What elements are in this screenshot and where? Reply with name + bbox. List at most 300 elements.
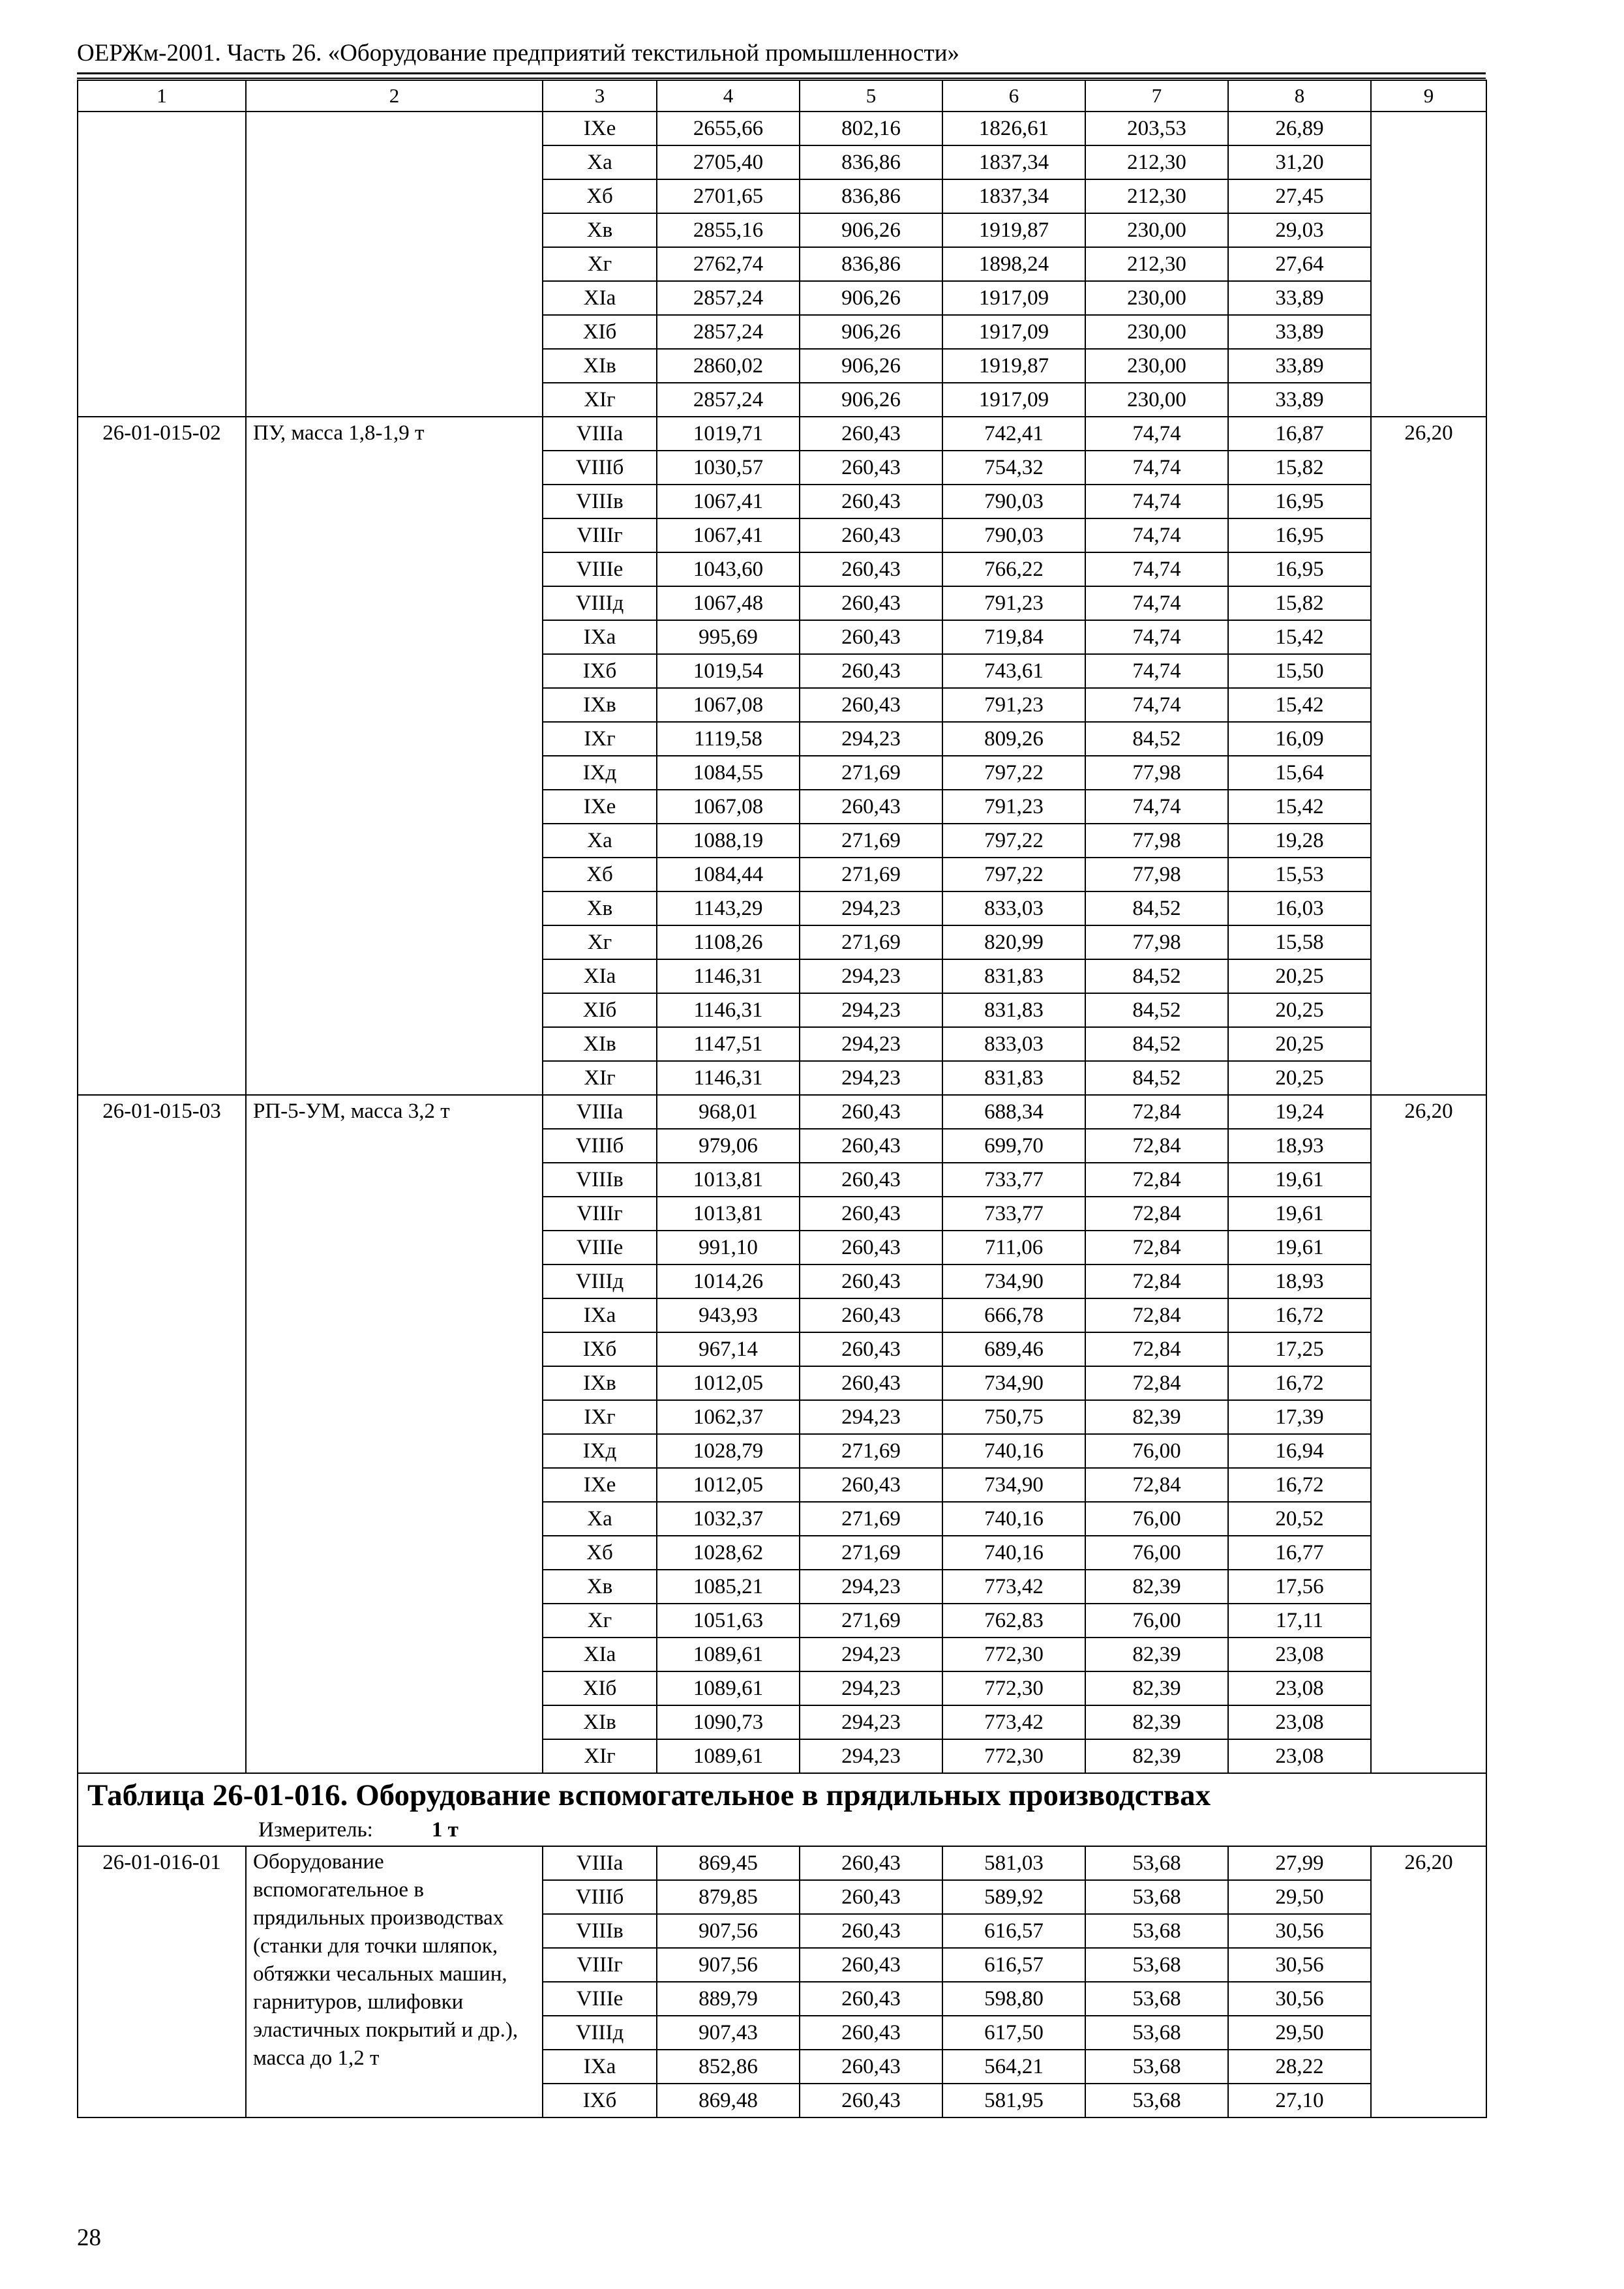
- cell-col-5: 294,23: [800, 1705, 942, 1739]
- cell-col-7: 76,00: [1085, 1604, 1228, 1638]
- cell-col-3: Xб: [543, 1536, 657, 1570]
- cell-col-4: 1146,31: [657, 959, 800, 993]
- cell-col-4: 1028,79: [657, 1434, 800, 1468]
- cell-col-4: 907,56: [657, 1948, 800, 1982]
- cell-col-5: 906,26: [800, 213, 942, 247]
- cell-col-4: 1032,37: [657, 1502, 800, 1536]
- cell-col-8: 27,45: [1228, 179, 1371, 213]
- cell-col-3: VIIIе: [543, 1231, 657, 1264]
- cell-col-3: IXг: [543, 722, 657, 756]
- cell-col-8: 20,25: [1228, 959, 1371, 993]
- cell-col-6: 831,83: [942, 1061, 1085, 1095]
- column-number-2: 2: [246, 80, 543, 112]
- cell-col-4: 1062,37: [657, 1400, 800, 1434]
- cell-col-3: IXе: [543, 1468, 657, 1502]
- cell-col-4: 2857,24: [657, 315, 800, 349]
- cell-col-8: 15,82: [1228, 586, 1371, 620]
- cell-col-5: 260,43: [800, 1163, 942, 1197]
- cell-col-5: 260,43: [800, 586, 942, 620]
- cell-col-4: 2655,66: [657, 112, 800, 145]
- cell-col-6: 689,46: [942, 1332, 1085, 1366]
- cell-col-8: 15,53: [1228, 858, 1371, 891]
- cell-col-4: 869,45: [657, 1846, 800, 1880]
- item-code: 26-01-015-03: [78, 1095, 246, 1773]
- cell-col-6: 797,22: [942, 858, 1085, 891]
- table-row: [78, 1846, 1486, 1880]
- cell-col-4: 995,69: [657, 620, 800, 654]
- cell-col-3: IXд: [543, 1434, 657, 1468]
- cell-col-3: Xв: [543, 1570, 657, 1604]
- cell-col-8: 16,95: [1228, 552, 1371, 586]
- cell-col-7: 72,84: [1085, 1366, 1228, 1400]
- cell-col-7: 72,84: [1085, 1264, 1228, 1298]
- cell-col-5: 260,43: [800, 1948, 942, 1982]
- header-rule-double: [77, 78, 1486, 79]
- cell-col-4: 991,10: [657, 1231, 800, 1264]
- cell-col-8: 19,61: [1228, 1197, 1371, 1231]
- cell-col-8: 17,11: [1228, 1604, 1371, 1638]
- cell-col-3: IXб: [543, 2084, 657, 2117]
- cell-col-8: 16,72: [1228, 1468, 1371, 1502]
- cell-col-8: 30,56: [1228, 1914, 1371, 1948]
- cell-col-6: 616,57: [942, 1948, 1085, 1982]
- column-number-7: 7: [1085, 80, 1228, 112]
- cell-col-3: VIIIв: [543, 1914, 657, 1948]
- cell-col-6: 734,90: [942, 1264, 1085, 1298]
- cell-col-5: 294,23: [800, 1638, 942, 1671]
- cell-col-3: Xб: [543, 858, 657, 891]
- cell-col-7: 77,98: [1085, 824, 1228, 858]
- cell-col-4: 2855,16: [657, 213, 800, 247]
- cell-col-7: 74,74: [1085, 518, 1228, 552]
- item-name: [246, 112, 543, 417]
- cell-col-5: 260,43: [800, 1914, 942, 1948]
- cell-col-5: 260,43: [800, 485, 942, 518]
- cell-col-8: 23,08: [1228, 1671, 1371, 1705]
- cell-col-5: 260,43: [800, 1366, 942, 1400]
- cell-col-4: 1108,26: [657, 925, 800, 959]
- cell-col-5: 271,69: [800, 925, 942, 959]
- cell-col-6: 833,03: [942, 1027, 1085, 1061]
- cell-col-3: XIг: [543, 383, 657, 417]
- cell-col-5: 294,23: [800, 993, 942, 1027]
- cell-col-3: VIIIг: [543, 1948, 657, 1982]
- table-row: [78, 1095, 1486, 1129]
- cell-col-4: 1085,21: [657, 1570, 800, 1604]
- cell-col-8: 33,89: [1228, 315, 1371, 349]
- cell-col-4: 1067,48: [657, 586, 800, 620]
- cell-col-7: 72,84: [1085, 1298, 1228, 1332]
- cell-col-3: VIIIе: [543, 552, 657, 586]
- cell-col-7: 84,52: [1085, 1061, 1228, 1095]
- cell-col-6: 734,90: [942, 1366, 1085, 1400]
- cell-col-7: 72,84: [1085, 1129, 1228, 1163]
- cell-col-5: 294,23: [800, 722, 942, 756]
- cell-col-3: IXа: [543, 2050, 657, 2084]
- cell-col-7: 230,00: [1085, 213, 1228, 247]
- cell-col-7: 82,39: [1085, 1705, 1228, 1739]
- cell-col-5: 260,43: [800, 1880, 942, 1914]
- cell-col-5: 836,86: [800, 145, 942, 179]
- meter-line: [258, 1818, 1482, 1842]
- cell-col-6: 754,32: [942, 451, 1085, 485]
- cell-col-7: 230,00: [1085, 349, 1228, 383]
- cell-col-6: 1837,34: [942, 145, 1085, 179]
- cell-col-3: XIа: [543, 1638, 657, 1671]
- column-number-9: 9: [1371, 80, 1486, 112]
- cell-col-7: 53,68: [1085, 1914, 1228, 1948]
- cell-col-8: 16,72: [1228, 1366, 1371, 1400]
- cell-col-6: 740,16: [942, 1502, 1085, 1536]
- column-number-1: 1: [78, 80, 246, 112]
- cell-col-6: 773,42: [942, 1570, 1085, 1604]
- cell-col-7: 84,52: [1085, 993, 1228, 1027]
- section-title-row: [78, 1773, 1486, 1846]
- cell-col-8: 20,52: [1228, 1502, 1371, 1536]
- cell-col-6: 773,42: [942, 1705, 1085, 1739]
- cell-col-7: 230,00: [1085, 315, 1228, 349]
- item-code: [78, 112, 246, 417]
- cell-col-7: 72,84: [1085, 1095, 1228, 1129]
- cell-col-5: 836,86: [800, 247, 942, 281]
- cell-col-4: 1089,61: [657, 1671, 800, 1705]
- cell-col-8: 31,20: [1228, 145, 1371, 179]
- cell-col-8: 30,56: [1228, 1948, 1371, 1982]
- page-header: ОЕРЖм-2001. Часть 26. «Оборудование предприятий текстильной промышленности»: [77, 40, 959, 67]
- cell-col-6: 699,70: [942, 1129, 1085, 1163]
- table-row: [78, 417, 1486, 451]
- header-rule: [77, 72, 1486, 74]
- cell-col-3: XIг: [543, 1061, 657, 1095]
- cell-col-4: 1067,08: [657, 688, 800, 722]
- cell-col-7: 212,30: [1085, 145, 1228, 179]
- cell-col-3: Xа: [543, 1502, 657, 1536]
- cell-col-3: IXв: [543, 688, 657, 722]
- cell-col-7: 212,30: [1085, 179, 1228, 213]
- cell-col-3: Xв: [543, 891, 657, 925]
- cell-col-3: Xб: [543, 179, 657, 213]
- cell-col-3: XIв: [543, 1027, 657, 1061]
- cell-col-5: 260,43: [800, 2084, 942, 2117]
- cell-col-8: 15,58: [1228, 925, 1371, 959]
- cell-col-3: IXг: [543, 1400, 657, 1434]
- cell-col-8: 15,42: [1228, 790, 1371, 824]
- cell-col-8: 15,42: [1228, 688, 1371, 722]
- cell-col-7: 74,74: [1085, 586, 1228, 620]
- cell-col-8: 23,08: [1228, 1638, 1371, 1671]
- cell-col-6: 750,75: [942, 1400, 1085, 1434]
- cell-col-3: VIIIа: [543, 1095, 657, 1129]
- cell-col-5: 271,69: [800, 1536, 942, 1570]
- cell-col-5: 260,43: [800, 1468, 942, 1502]
- cell-col-8: 17,25: [1228, 1332, 1371, 1366]
- cell-col-4: 1147,51: [657, 1027, 800, 1061]
- cell-col-8: 16,95: [1228, 518, 1371, 552]
- cell-col-3: XIа: [543, 281, 657, 315]
- cell-col-5: 260,43: [800, 1982, 942, 2016]
- cell-col-5: 271,69: [800, 756, 942, 790]
- cell-col-7: 84,52: [1085, 722, 1228, 756]
- cell-col-5: 836,86: [800, 179, 942, 213]
- item-coefficient: [1371, 112, 1486, 417]
- estimate-table: [77, 80, 1487, 2118]
- cell-col-4: 1090,73: [657, 1705, 800, 1739]
- cell-col-8: 26,89: [1228, 112, 1371, 145]
- cell-col-7: 203,53: [1085, 112, 1228, 145]
- cell-col-6: 616,57: [942, 1914, 1085, 1948]
- cell-col-4: 1084,55: [657, 756, 800, 790]
- cell-col-5: 294,23: [800, 1027, 942, 1061]
- cell-col-7: 74,74: [1085, 552, 1228, 586]
- cell-col-7: 84,52: [1085, 891, 1228, 925]
- cell-col-6: 598,80: [942, 1982, 1085, 2016]
- column-number-3: 3: [543, 80, 657, 112]
- cell-col-5: 260,43: [800, 1264, 942, 1298]
- cell-col-7: 74,74: [1085, 790, 1228, 824]
- cell-col-8: 20,25: [1228, 1061, 1371, 1095]
- cell-col-8: 15,42: [1228, 620, 1371, 654]
- cell-col-5: 260,43: [800, 688, 942, 722]
- cell-col-4: 1013,81: [657, 1197, 800, 1231]
- cell-col-6: 809,26: [942, 722, 1085, 756]
- cell-col-8: 18,93: [1228, 1264, 1371, 1298]
- cell-col-5: 294,23: [800, 1400, 942, 1434]
- cell-col-7: 74,74: [1085, 688, 1228, 722]
- cell-col-4: 2857,24: [657, 281, 800, 315]
- cell-col-6: 797,22: [942, 756, 1085, 790]
- cell-col-8: 16,09: [1228, 722, 1371, 756]
- cell-col-4: 2701,65: [657, 179, 800, 213]
- cell-col-6: 831,83: [942, 993, 1085, 1027]
- cell-col-6: 772,30: [942, 1671, 1085, 1705]
- cell-col-8: 16,77: [1228, 1536, 1371, 1570]
- cell-col-8: 19,61: [1228, 1231, 1371, 1264]
- cell-col-8: 19,28: [1228, 824, 1371, 858]
- cell-col-5: 260,43: [800, 1846, 942, 1880]
- cell-col-4: 2762,74: [657, 247, 800, 281]
- cell-col-6: 791,23: [942, 688, 1085, 722]
- cell-col-4: 1067,41: [657, 518, 800, 552]
- cell-col-5: 802,16: [800, 112, 942, 145]
- item-coefficient: 26,20: [1371, 1095, 1486, 1773]
- item-name: Оборудование вспомогательное в прядильных производствах (станки для точки шляпок, обтяжки чесальных машин, гарнитуров, шлифовки эластичных покрытий и др.), масса до 1,2 т: [246, 1846, 543, 2117]
- cell-col-3: XIв: [543, 1705, 657, 1739]
- cell-col-6: 743,61: [942, 654, 1085, 688]
- cell-col-7: 72,84: [1085, 1163, 1228, 1197]
- cell-col-5: 271,69: [800, 1434, 942, 1468]
- cell-col-7: 212,30: [1085, 247, 1228, 281]
- cell-col-6: 688,34: [942, 1095, 1085, 1129]
- column-number-row: [78, 80, 1486, 112]
- cell-col-6: 581,03: [942, 1846, 1085, 1880]
- cell-col-5: 271,69: [800, 824, 942, 858]
- cell-col-7: 72,84: [1085, 1231, 1228, 1264]
- cell-col-8: 17,56: [1228, 1570, 1371, 1604]
- cell-col-7: 77,98: [1085, 756, 1228, 790]
- cell-col-8: 28,22: [1228, 2050, 1371, 2084]
- cell-col-7: 84,52: [1085, 1027, 1228, 1061]
- cell-col-8: 33,89: [1228, 281, 1371, 315]
- cell-col-6: 1898,24: [942, 247, 1085, 281]
- item-name: РП-5-УМ, масса 3,2 т: [246, 1095, 543, 1773]
- cell-col-8: 16,87: [1228, 417, 1371, 451]
- cell-col-6: 734,90: [942, 1468, 1085, 1502]
- cell-col-3: IXе: [543, 112, 657, 145]
- cell-col-3: IXв: [543, 1366, 657, 1400]
- cell-col-6: 820,99: [942, 925, 1085, 959]
- cell-col-8: 23,08: [1228, 1739, 1371, 1773]
- cell-col-8: 18,93: [1228, 1129, 1371, 1163]
- cell-col-5: 260,43: [800, 620, 942, 654]
- cell-col-6: 833,03: [942, 891, 1085, 925]
- cell-col-3: VIIIа: [543, 417, 657, 451]
- cell-col-4: 1067,08: [657, 790, 800, 824]
- cell-col-7: 76,00: [1085, 1536, 1228, 1570]
- cell-col-3: VIIIб: [543, 451, 657, 485]
- cell-col-8: 16,03: [1228, 891, 1371, 925]
- cell-col-6: 791,23: [942, 586, 1085, 620]
- cell-col-6: 1826,61: [942, 112, 1085, 145]
- cell-col-4: 1019,54: [657, 654, 800, 688]
- cell-col-4: 1014,26: [657, 1264, 800, 1298]
- cell-col-4: 943,93: [657, 1298, 800, 1332]
- cell-col-8: 15,50: [1228, 654, 1371, 688]
- cell-col-4: 907,56: [657, 1914, 800, 1948]
- cell-col-6: 791,23: [942, 790, 1085, 824]
- cell-col-4: 1012,05: [657, 1366, 800, 1400]
- cell-col-4: 967,14: [657, 1332, 800, 1366]
- cell-col-3: IXб: [543, 1332, 657, 1366]
- cell-col-5: 271,69: [800, 1604, 942, 1638]
- cell-col-3: VIIIд: [543, 1264, 657, 1298]
- cell-col-8: 29,50: [1228, 2016, 1371, 2050]
- cell-col-4: 879,85: [657, 1880, 800, 1914]
- cell-col-4: 1089,61: [657, 1638, 800, 1671]
- item-code: 26-01-016-01: [78, 1846, 246, 2117]
- cell-col-8: 33,89: [1228, 383, 1371, 417]
- column-number-4: 4: [657, 80, 800, 112]
- cell-col-4: 1089,61: [657, 1739, 800, 1773]
- cell-col-5: 260,43: [800, 1095, 942, 1129]
- cell-col-6: 581,95: [942, 2084, 1085, 2117]
- cell-col-8: 16,94: [1228, 1434, 1371, 1468]
- cell-col-8: 29,50: [1228, 1880, 1371, 1914]
- cell-col-8: 20,25: [1228, 1027, 1371, 1061]
- cell-col-6: 564,21: [942, 2050, 1085, 2084]
- cell-col-6: 1837,34: [942, 179, 1085, 213]
- cell-col-7: 74,74: [1085, 417, 1228, 451]
- cell-col-7: 53,68: [1085, 2084, 1228, 2117]
- section-title: Таблица 26-01-016. Оборудование вспомогательное в прядильных производствах: [87, 1778, 1211, 1812]
- cell-col-5: 260,43: [800, 2050, 942, 2084]
- cell-col-4: 1013,81: [657, 1163, 800, 1197]
- cell-col-7: 82,39: [1085, 1400, 1228, 1434]
- cell-col-7: 53,68: [1085, 1948, 1228, 1982]
- cell-col-3: VIIIе: [543, 1982, 657, 2016]
- cell-col-7: 76,00: [1085, 1434, 1228, 1468]
- cell-col-6: 1917,09: [942, 315, 1085, 349]
- cell-col-8: 15,82: [1228, 451, 1371, 485]
- cell-col-4: 869,48: [657, 2084, 800, 2117]
- cell-col-5: 294,23: [800, 959, 942, 993]
- cell-col-3: Xг: [543, 247, 657, 281]
- column-number-8: 8: [1228, 80, 1371, 112]
- cell-col-4: 1012,05: [657, 1468, 800, 1502]
- cell-col-7: 77,98: [1085, 925, 1228, 959]
- cell-col-4: 852,86: [657, 2050, 800, 2084]
- cell-col-5: 294,23: [800, 1671, 942, 1705]
- cell-col-4: 1030,57: [657, 451, 800, 485]
- page-number: 28: [77, 2224, 101, 2251]
- cell-col-7: 72,84: [1085, 1197, 1228, 1231]
- cell-col-7: 53,68: [1085, 1880, 1228, 1914]
- cell-col-8: 19,24: [1228, 1095, 1371, 1129]
- cell-col-6: 1919,87: [942, 349, 1085, 383]
- cell-col-6: 831,83: [942, 959, 1085, 993]
- cell-col-3: VIIIа: [543, 1846, 657, 1880]
- cell-col-6: 772,30: [942, 1638, 1085, 1671]
- cell-col-7: 77,98: [1085, 858, 1228, 891]
- cell-col-7: 74,74: [1085, 654, 1228, 688]
- cell-col-3: Xв: [543, 213, 657, 247]
- cell-col-7: 230,00: [1085, 383, 1228, 417]
- cell-col-5: 906,26: [800, 349, 942, 383]
- section-title-cell: [78, 1773, 1486, 1846]
- cell-col-4: 1119,58: [657, 722, 800, 756]
- cell-col-6: 1917,09: [942, 383, 1085, 417]
- cell-col-5: 294,23: [800, 1739, 942, 1773]
- cell-col-3: XIа: [543, 959, 657, 993]
- cell-col-7: 82,39: [1085, 1739, 1228, 1773]
- cell-col-6: 589,92: [942, 1880, 1085, 1914]
- cell-col-4: 2705,40: [657, 145, 800, 179]
- cell-col-8: 23,08: [1228, 1705, 1371, 1739]
- cell-col-3: Xг: [543, 925, 657, 959]
- cell-col-4: 1051,63: [657, 1604, 800, 1638]
- cell-col-7: 72,84: [1085, 1332, 1228, 1366]
- cell-col-5: 294,23: [800, 1061, 942, 1095]
- item-coefficient: 26,20: [1371, 417, 1486, 1095]
- cell-col-5: 294,23: [800, 891, 942, 925]
- cell-col-7: 230,00: [1085, 281, 1228, 315]
- cell-col-8: 17,39: [1228, 1400, 1371, 1434]
- cell-col-8: 16,72: [1228, 1298, 1371, 1332]
- cell-col-4: 1084,44: [657, 858, 800, 891]
- cell-col-6: 790,03: [942, 485, 1085, 518]
- cell-col-6: 797,22: [942, 824, 1085, 858]
- cell-col-5: 906,26: [800, 383, 942, 417]
- column-number-6: 6: [942, 80, 1085, 112]
- cell-col-7: 72,84: [1085, 1468, 1228, 1502]
- cell-col-3: VIIIб: [543, 1880, 657, 1914]
- cell-col-6: 1917,09: [942, 281, 1085, 315]
- cell-col-3: Xа: [543, 145, 657, 179]
- item-coefficient: 26,20: [1371, 1846, 1486, 2117]
- cell-col-3: IXа: [543, 620, 657, 654]
- cell-col-6: 740,16: [942, 1434, 1085, 1468]
- cell-col-4: 889,79: [657, 1982, 800, 2016]
- cell-col-6: 766,22: [942, 552, 1085, 586]
- cell-col-5: 260,43: [800, 451, 942, 485]
- cell-col-6: 762,83: [942, 1604, 1085, 1638]
- cell-col-7: 76,00: [1085, 1502, 1228, 1536]
- cell-col-8: 16,95: [1228, 485, 1371, 518]
- cell-col-5: 271,69: [800, 858, 942, 891]
- cell-col-5: 260,43: [800, 654, 942, 688]
- cell-col-4: 968,01: [657, 1095, 800, 1129]
- cell-col-3: XIб: [543, 315, 657, 349]
- cell-col-3: IXе: [543, 790, 657, 824]
